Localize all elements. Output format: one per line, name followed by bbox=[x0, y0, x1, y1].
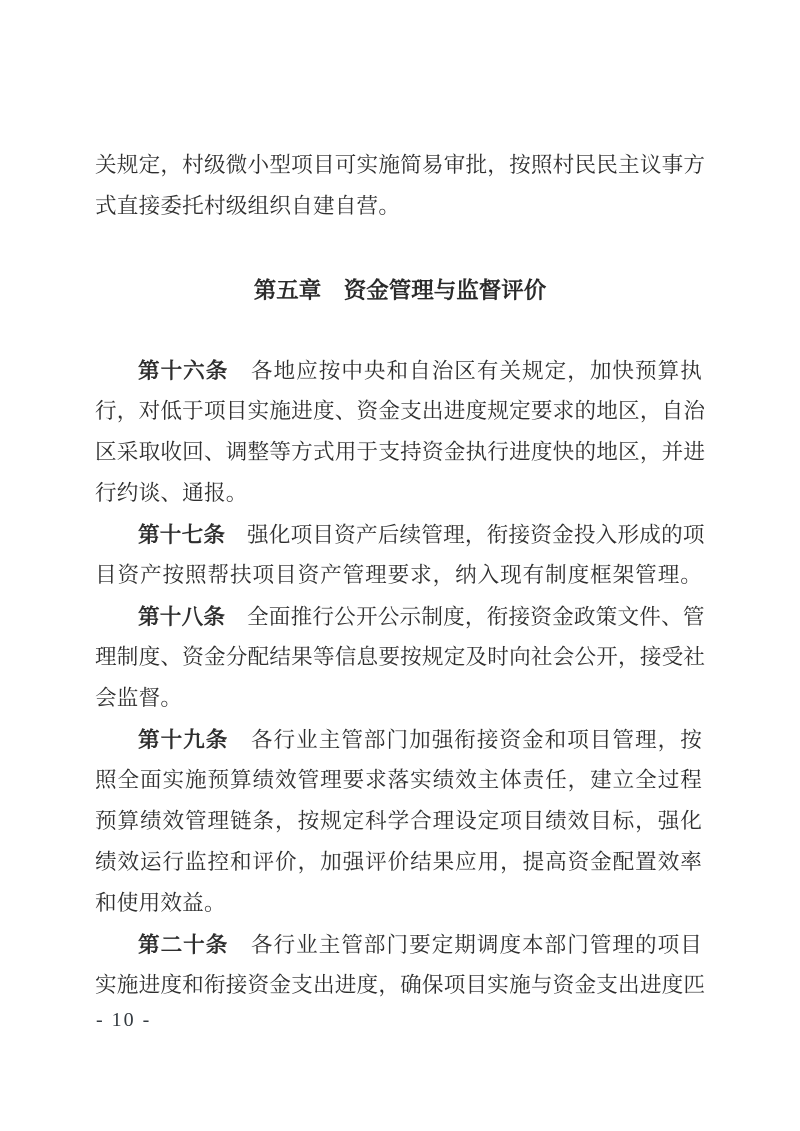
article-19-number: 第十九条 bbox=[138, 727, 229, 752]
article-18-number: 第十八条 bbox=[138, 604, 226, 629]
article-20-first-line bbox=[95, 924, 702, 965]
article-20-text: 各行业主管部门要定期调度本部门管理的项目 bbox=[228, 933, 702, 957]
text-line: 预算绩效管理链条，按规定科学合理设定项目绩效目标，强化 bbox=[95, 809, 702, 833]
article-17-text: 强化项目资产后续管理，衔接资金投入形成的项 bbox=[225, 523, 705, 547]
article-19-first-line bbox=[95, 719, 702, 760]
chapter-heading: 第五章 资金管理与监督评价 bbox=[253, 278, 547, 303]
text-line: 目资产按照帮扶项目资产管理要求，纳入现有制度框架管理。 bbox=[95, 563, 702, 587]
text-line: 关规定，村级微小型项目可实施简易审批，按照村民民主议事方 bbox=[95, 153, 706, 177]
articles-block bbox=[95, 350, 706, 1006]
text-line: 照全面实施预算绩效管理要求落实绩效主体责任，建立全过程 bbox=[95, 768, 702, 792]
text-line: 区采取收回、调整等方式用于支持资金执行进度快的地区，并进 bbox=[95, 440, 706, 464]
text-line: 和使用效益。 bbox=[95, 891, 226, 915]
text-line: 式直接委托村级组织自建自营。 bbox=[95, 194, 401, 218]
article-20-number: 第二十条 bbox=[138, 932, 229, 957]
text-line: 绩效运行监控和评价，加强评价结果应用，提高资金配置效率 bbox=[95, 850, 702, 874]
article-17-number: 第十七条 bbox=[138, 522, 226, 547]
text-line: 会监督。 bbox=[95, 686, 183, 710]
continuation-paragraph bbox=[95, 145, 706, 227]
article-16-number: 第十六条 bbox=[138, 358, 229, 383]
article-17-first-line bbox=[95, 514, 705, 555]
article-19-text: 各行业主管部门加强衔接资金和项目管理，按 bbox=[228, 728, 702, 752]
article-16-first-line bbox=[95, 350, 702, 391]
text-line: 实施进度和衔接资金支出进度，确保项目实施与资金支出进度匹 bbox=[95, 973, 706, 997]
article-16-text: 各地应按中央和自治区有关规定，加快预算执 bbox=[228, 359, 702, 383]
text-line: 行，对低于项目实施进度、资金支出进度规定要求的地区，自治 bbox=[95, 399, 706, 423]
article-18-first-line bbox=[95, 596, 705, 637]
article-18-text: 全面推行公开公示制度，衔接资金政策文件、管 bbox=[225, 605, 705, 629]
text-line: 理制度、资金分配结果等信息要按规定及时向社会公开，接受社 bbox=[95, 645, 706, 669]
page-number: - 10 - bbox=[96, 1009, 152, 1031]
text-line: 行约谈、通报。 bbox=[95, 481, 248, 505]
